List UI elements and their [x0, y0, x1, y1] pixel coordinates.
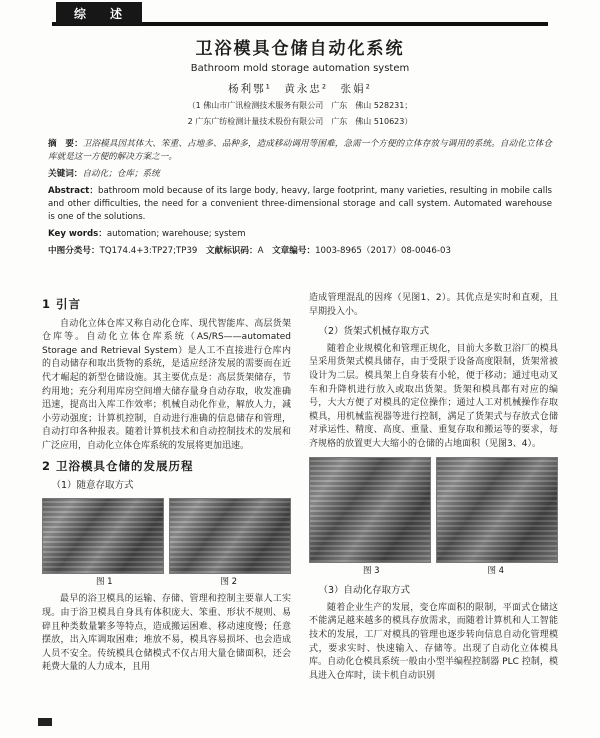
figure-2-caption: 图 2	[220, 576, 238, 587]
category-label: 综 述	[56, 2, 142, 25]
abstract-en	[48, 185, 552, 224]
body-columns	[42, 292, 558, 738]
right-column	[309, 292, 558, 738]
figure-row-3-4	[309, 457, 558, 563]
abstract-cn-text: 卫浴模具因其体大、笨重、占地多、品种多，造成移动调用等困难，急需一个方便的立体存放与调用的系统。自动化立体仓库就是这一方便的解决方案之一。	[48, 139, 552, 162]
affiliation-line-2: 2 广东广纺检测计量技术股份有限公司 广东 佛山 510623）	[187, 117, 413, 126]
affiliation-line-1: （1 佛山市广讯检测技术服务有限公司 广东 佛山 528231；	[187, 101, 413, 110]
figure-1-photo	[42, 498, 164, 574]
english-title: Bathroom mold storage automation system	[190, 63, 410, 74]
subsection-1-heading: （1）随意存取方式	[51, 480, 134, 492]
section-1-heading: 1 引言	[42, 297, 82, 311]
scan-artifact	[38, 718, 52, 726]
abstract-cn	[48, 138, 552, 164]
figure-row-1-2	[42, 498, 291, 574]
random-storage-paragraph: 最早的浴卫模具的运输、存储、管理和控制主要靠人工实现。由于浴卫模具自身具有体积庞大、笨重、形状不规则、易碎且种类数量繁多等特点，造成搬运困难、移动速度慢；任意摆放，出入库调取困难；堆放不易，模具容易损坏、也会造成人员不安全。传统模具仓储模式不仅占用大量仓储面积，还会耗费大量的人力成本，且用	[42, 594, 291, 673]
doc-code-value: A	[257, 246, 264, 256]
figure-3-photo	[309, 457, 431, 563]
keywords-cn-label: 关键词：	[48, 169, 83, 179]
caption-row-3-4	[309, 565, 558, 579]
keywords-en-text: automation; warehouse; system	[106, 229, 246, 239]
subsection-2-heading: （2）货架式机械存取方式	[318, 326, 430, 338]
clc-label: 中图分类号：	[48, 246, 100, 256]
section-2-heading: 2 卫浴模具仓储的发展历程	[42, 458, 194, 473]
intro-paragraph: 自动化立体仓库又称自动化仓库、现代智能库、高层货架仓库等。自动化立体仓库系统（AS/RS——automated Storage and Retrieval System）是人工不直接进行仓库内的自动储存和取出货物的系统，是适应经济发展的需要而在近代才崛起的新型仓储设施。其主要优点是：高层货架储存，节约用地；充分利用库房空间增大储存量身自动存取，收发准确迅速，提高出入库工作效率；机械自动化作业，解放人力，减小劳动强度；计算机控制，自动进行准确的信息储存和管理，自动打印各种报表。随着计算机技术和自动控制技术的发展和广泛应用，自动化立体仓库系统的发展将更加迅速。	[42, 318, 291, 451]
continued-paragraph: 造成管理混乱的因疼（见图1、2）。其优点是实时和直观，且早期投入小。	[309, 293, 558, 317]
abstract-en-text: bathroom mold because of its large body, heavy, large footprint, many varieties, resulting in mobile calls and other difficulties, the need for a convenient three-dimensional storage and call system. Automated warehouse is one of the solutions.	[48, 186, 552, 222]
article-no-label: 文章编号：	[272, 246, 316, 256]
clc-value: TQ174.4+3:TP27;TP39	[99, 246, 198, 256]
caption-row-1-2	[42, 576, 291, 590]
keywords-en	[48, 228, 552, 241]
page-title: 卫浴模具仓储自动化系统	[195, 39, 405, 59]
keywords-en-label: Key words：	[48, 229, 107, 239]
abstract-block	[48, 138, 552, 262]
shelf-storage-paragraph: 随着企业规模化和管理正规化，目前大多数卫浴厂的模具呈采用货架式模具储存，由于受限于设备高度限制，货架常被设计为二层。模具架上自身装有小轮，便于移动；通过电动叉车和升降机进行放入或取出货架。货架和模具都有对应的编号，大大方便了对模具的定位操作；通过人工对机械操作存取模具，用机械监视器等进行控制，满足了货架式与存放式仓储对承运性、精度、高度、重量、重复存取和搬运等的要求，每齐规格的放置更大大缩小的仓储的占地面积（见图3、4）。	[309, 343, 558, 449]
article-no-value: 1003-8965（2017）08-0046-03	[315, 246, 451, 256]
classification-line	[48, 245, 552, 258]
header-rule	[52, 6, 548, 26]
figure-2-photo	[169, 498, 291, 574]
subsection-3-heading: （3）自动化存取方式	[318, 585, 411, 597]
keywords-cn	[48, 168, 552, 181]
figure-3-caption: 图 3	[362, 565, 380, 576]
figure-4-caption: 图 4	[487, 565, 505, 576]
authors-line: 杨利鄂¹ 黄永忠² 张娟²	[228, 83, 372, 95]
left-column	[42, 292, 291, 738]
abstract-cn-label: 摘 要：	[48, 139, 83, 149]
figure-1-caption: 图 1	[95, 576, 113, 587]
figure-4-photo	[436, 457, 558, 563]
doc-code-label: 文献标识码：	[206, 246, 258, 256]
automated-storage-paragraph: 随着企业生产的发展，变仓库面积的限制，平面式仓储这不能满足越来越多的模具存放需求，而随着计算机和人工智能技术的发展，工厂对模具的管理也逐步转向信息自动化管理模式，要求实时、快速输入、存储等。出现了自动化立体模具库。自动化仓模具系统一般由小型半编程控制器 PLC 控制，模具进入仓库时，读卡机自动识别	[309, 602, 558, 681]
keywords-cn-text: 自动化；仓库；系统	[82, 169, 160, 179]
abstract-en-label: Abstract：	[48, 186, 99, 196]
title-block	[0, 34, 600, 128]
